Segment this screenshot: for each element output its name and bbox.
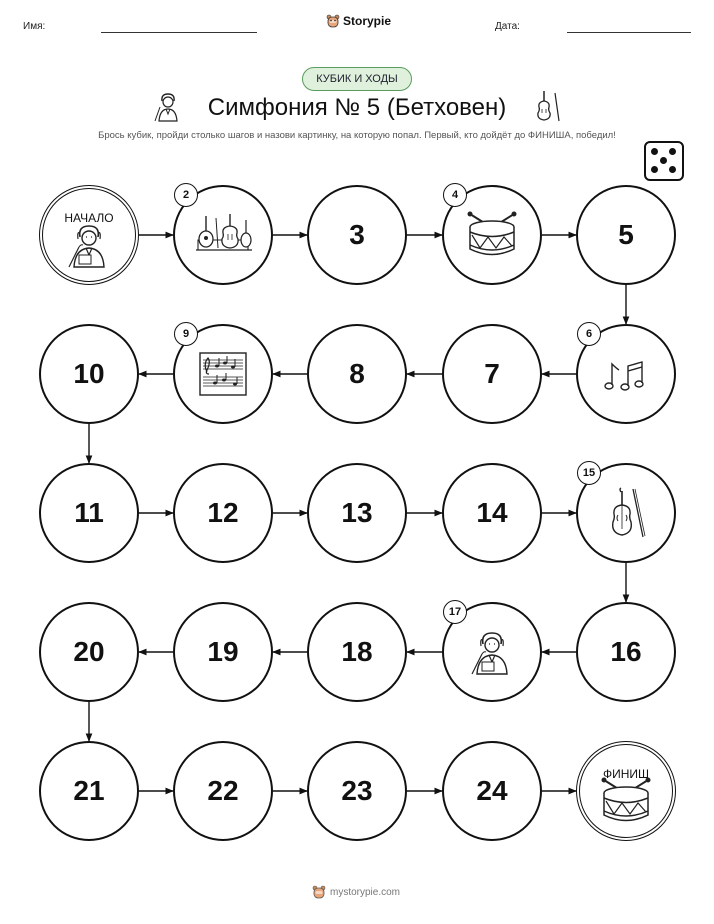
board-space — [39, 324, 139, 424]
board-space — [576, 185, 676, 285]
space-number: 8 — [349, 358, 365, 389]
space-number: 22 — [207, 775, 239, 806]
drum-icon — [462, 210, 522, 260]
space-number: 16 — [610, 636, 642, 667]
space-number: 23 — [341, 775, 373, 806]
board-space — [442, 741, 542, 841]
board-space — [307, 741, 407, 841]
board-space — [307, 185, 407, 285]
storypie-mascot-icon — [312, 885, 326, 899]
board-space-picture — [442, 185, 542, 285]
board-space-picture — [576, 324, 676, 424]
space-number: 5 — [618, 219, 634, 250]
board-space — [307, 324, 407, 424]
board-space — [307, 602, 407, 702]
space-number: 24 — [476, 775, 508, 806]
board-space — [576, 602, 676, 702]
space-number: 14 — [476, 497, 508, 528]
date-label: Дата: — [495, 21, 520, 32]
space-number-badge: 17 — [443, 600, 467, 624]
space-number-badge: 15 — [577, 461, 601, 485]
violin-icon — [603, 485, 649, 541]
name-label: Имя: — [23, 21, 46, 32]
brand-name: Storypie — [343, 14, 392, 28]
board-space-picture — [173, 185, 273, 285]
board-space — [442, 463, 542, 563]
space-number: 10 — [73, 358, 105, 389]
board-space-picture — [173, 324, 273, 424]
start-label: НАЧАЛО — [64, 211, 114, 225]
space-number: 19 — [207, 636, 239, 667]
space-number-badge: 9 — [174, 322, 198, 346]
space-number-badge: 2 — [174, 183, 198, 207]
board-space — [307, 463, 407, 563]
board-space — [173, 602, 273, 702]
space-number-badge: 4 — [443, 183, 467, 207]
board-space — [39, 463, 139, 563]
space-number-badge: 6 — [577, 322, 601, 346]
space-number: 7 — [484, 358, 500, 389]
footer — [312, 885, 400, 899]
space-number: 3 — [349, 219, 365, 250]
composer-icon — [468, 628, 516, 676]
board-space — [442, 324, 542, 424]
board-space-picture — [442, 602, 542, 702]
sheet-music-icon — [197, 350, 249, 398]
space-number: 18 — [341, 636, 373, 667]
start-space — [39, 185, 139, 285]
board-space — [39, 602, 139, 702]
page-title: Симфония № 5 (Бетховен) — [207, 94, 507, 121]
finish-space — [576, 741, 676, 841]
footer-url[interactable]: mystorypie.com — [330, 886, 401, 898]
space-number: 21 — [73, 775, 105, 806]
music-notes-icon — [601, 354, 651, 394]
board-space-picture — [576, 463, 676, 563]
finish-label: ФИНИШ — [602, 767, 650, 781]
space-number: 20 — [73, 636, 105, 667]
space-number: 13 — [341, 497, 373, 528]
board-space — [173, 741, 273, 841]
instructions: Брось кубик, пройди столько шагов и назови картинку, на которую попал. Первый, кто дойдёт до ФИНИША, победил! — [98, 130, 616, 141]
instruments-icon — [192, 210, 254, 260]
board-space — [173, 463, 273, 563]
board-space — [39, 741, 139, 841]
game-type-tag: КУБИК И ХОДЫ — [302, 67, 412, 91]
space-number: 11 — [74, 497, 104, 528]
space-number: 12 — [207, 497, 239, 528]
